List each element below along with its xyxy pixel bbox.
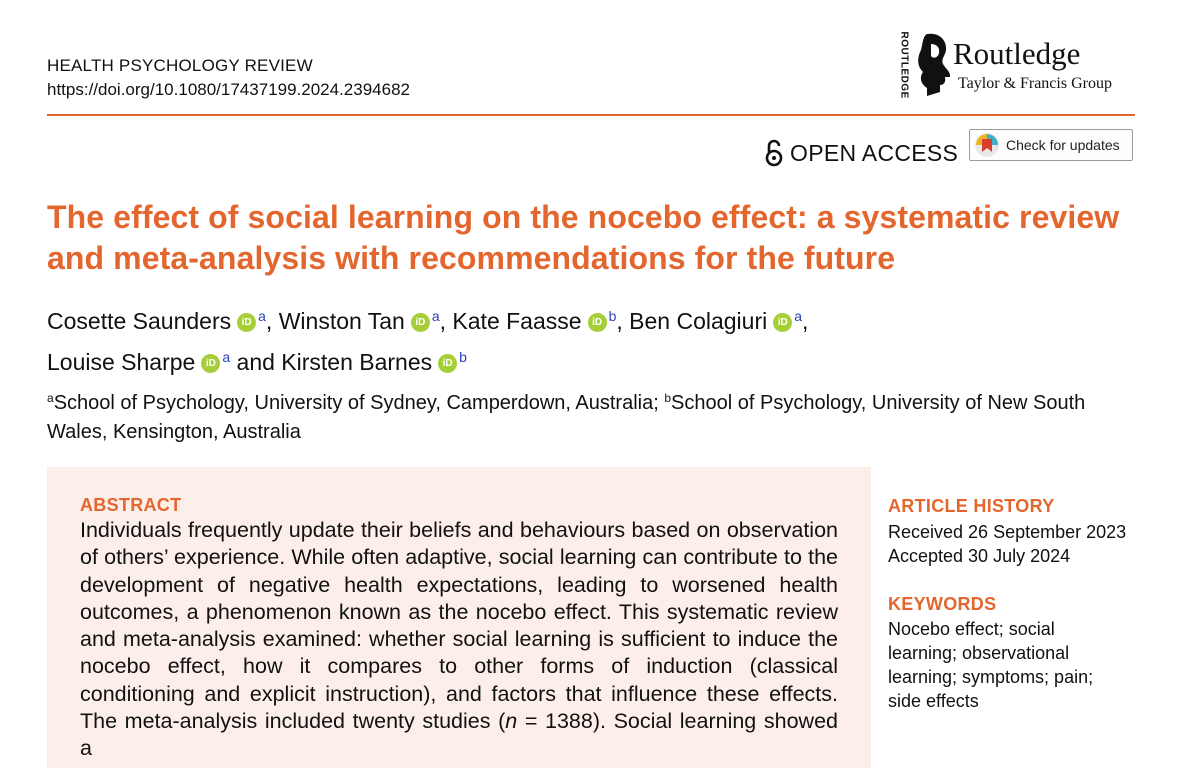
open-lock-icon bbox=[764, 139, 784, 167]
author-name[interactable]: Cosette Saunders bbox=[47, 308, 232, 334]
check-for-updates-button[interactable] bbox=[969, 129, 1133, 161]
crossmark-icon bbox=[974, 132, 1000, 158]
routledge-head-icon bbox=[913, 32, 953, 98]
affiliation-marker[interactable]: a bbox=[222, 349, 231, 365]
affiliation-text: School of Psychology, University of New South Wales, Kensington, Australia bbox=[47, 392, 1086, 443]
keywords-text: Nocebo effect; social learning; observational learning; symptoms; pain; side effects bbox=[888, 619, 1094, 711]
author-separator: and bbox=[230, 349, 282, 375]
author-list bbox=[47, 298, 1127, 380]
publisher-vertical-text: ROUTLEDGE bbox=[898, 31, 910, 99]
accepted-date: Accepted 30 July 2024 bbox=[888, 546, 1071, 566]
affiliation-mark: b bbox=[664, 391, 672, 405]
orcid-icon[interactable]: iD bbox=[773, 313, 792, 332]
affiliation-marker[interactable]: a bbox=[794, 308, 803, 324]
affiliation-marker[interactable]: b bbox=[608, 308, 617, 324]
author-name[interactable]: Louise Sharpe bbox=[47, 349, 196, 375]
author-name[interactable]: Kirsten Barnes bbox=[281, 349, 433, 375]
check-for-updates-label: Check for updates bbox=[1006, 137, 1120, 153]
orcid-icon[interactable]: iD bbox=[438, 354, 457, 373]
abstract-heading: ABSTRACT bbox=[80, 495, 182, 515]
article-history-heading: ARTICLE HISTORY bbox=[888, 496, 1055, 516]
author-separator: , bbox=[802, 308, 809, 334]
author-name[interactable]: Winston Tan bbox=[278, 308, 405, 334]
orcid-icon[interactable]: iD bbox=[588, 313, 607, 332]
received-date: Received 26 September 2023 bbox=[888, 522, 1127, 542]
affiliation-mark: a bbox=[47, 391, 54, 405]
author-separator: , bbox=[616, 308, 630, 334]
publisher-group: Taylor & Francis Group bbox=[958, 75, 1112, 92]
author-name[interactable]: Kate Faasse bbox=[452, 308, 582, 334]
article-title: The effect of social learning on the nocebo effect: a systematic review and meta-analysis with recommendations for the future bbox=[47, 199, 1120, 276]
keywords-heading: KEYWORDS bbox=[888, 594, 997, 614]
orcid-icon[interactable]: iD bbox=[237, 313, 256, 332]
header-rule bbox=[47, 114, 1135, 116]
doi-link[interactable]: https://doi.org/10.1080/17437199.2024.2394682 bbox=[47, 80, 410, 99]
publisher-name: Routledge bbox=[953, 36, 1081, 71]
affiliation-marker[interactable]: a bbox=[258, 308, 266, 324]
abstract-text: Individuals frequently update their beliefs and behaviours based on observation of others’ experience. While often adaptive, social learning can contribute to the development of negative health expectations, leading to worsened health outcomes, a phenomenon known as the nocebo effect. This systematic review and meta-analysis examined: whether social learning is sufficient to induce the nocebo effect, how it compares to other forms of induction (classical conditioning and explicit instruction), and factors that influence these effects. The meta-analysis included twenty studies (n = 1388). Social learning showed a bbox=[80, 518, 838, 761]
publisher-logo[interactable] bbox=[895, 32, 1145, 102]
orcid-icon[interactable]: iD bbox=[201, 354, 220, 373]
journal-name: HEALTH PSYCHOLOGY REVIEW bbox=[47, 56, 313, 75]
affiliations bbox=[47, 384, 1127, 447]
open-access-badge bbox=[764, 138, 958, 168]
open-access-label: OPEN ACCESS bbox=[790, 139, 959, 166]
author-separator: , bbox=[439, 308, 453, 334]
orcid-icon[interactable]: iD bbox=[411, 313, 430, 332]
affiliation-text: School of Psychology, University of Sydney, Camperdown, Australia; bbox=[53, 392, 665, 414]
affiliation-marker[interactable]: a bbox=[431, 308, 440, 324]
affiliation-marker[interactable]: b bbox=[459, 349, 467, 365]
author-separator: , bbox=[265, 308, 279, 334]
author-name[interactable]: Ben Colagiuri bbox=[629, 308, 768, 334]
